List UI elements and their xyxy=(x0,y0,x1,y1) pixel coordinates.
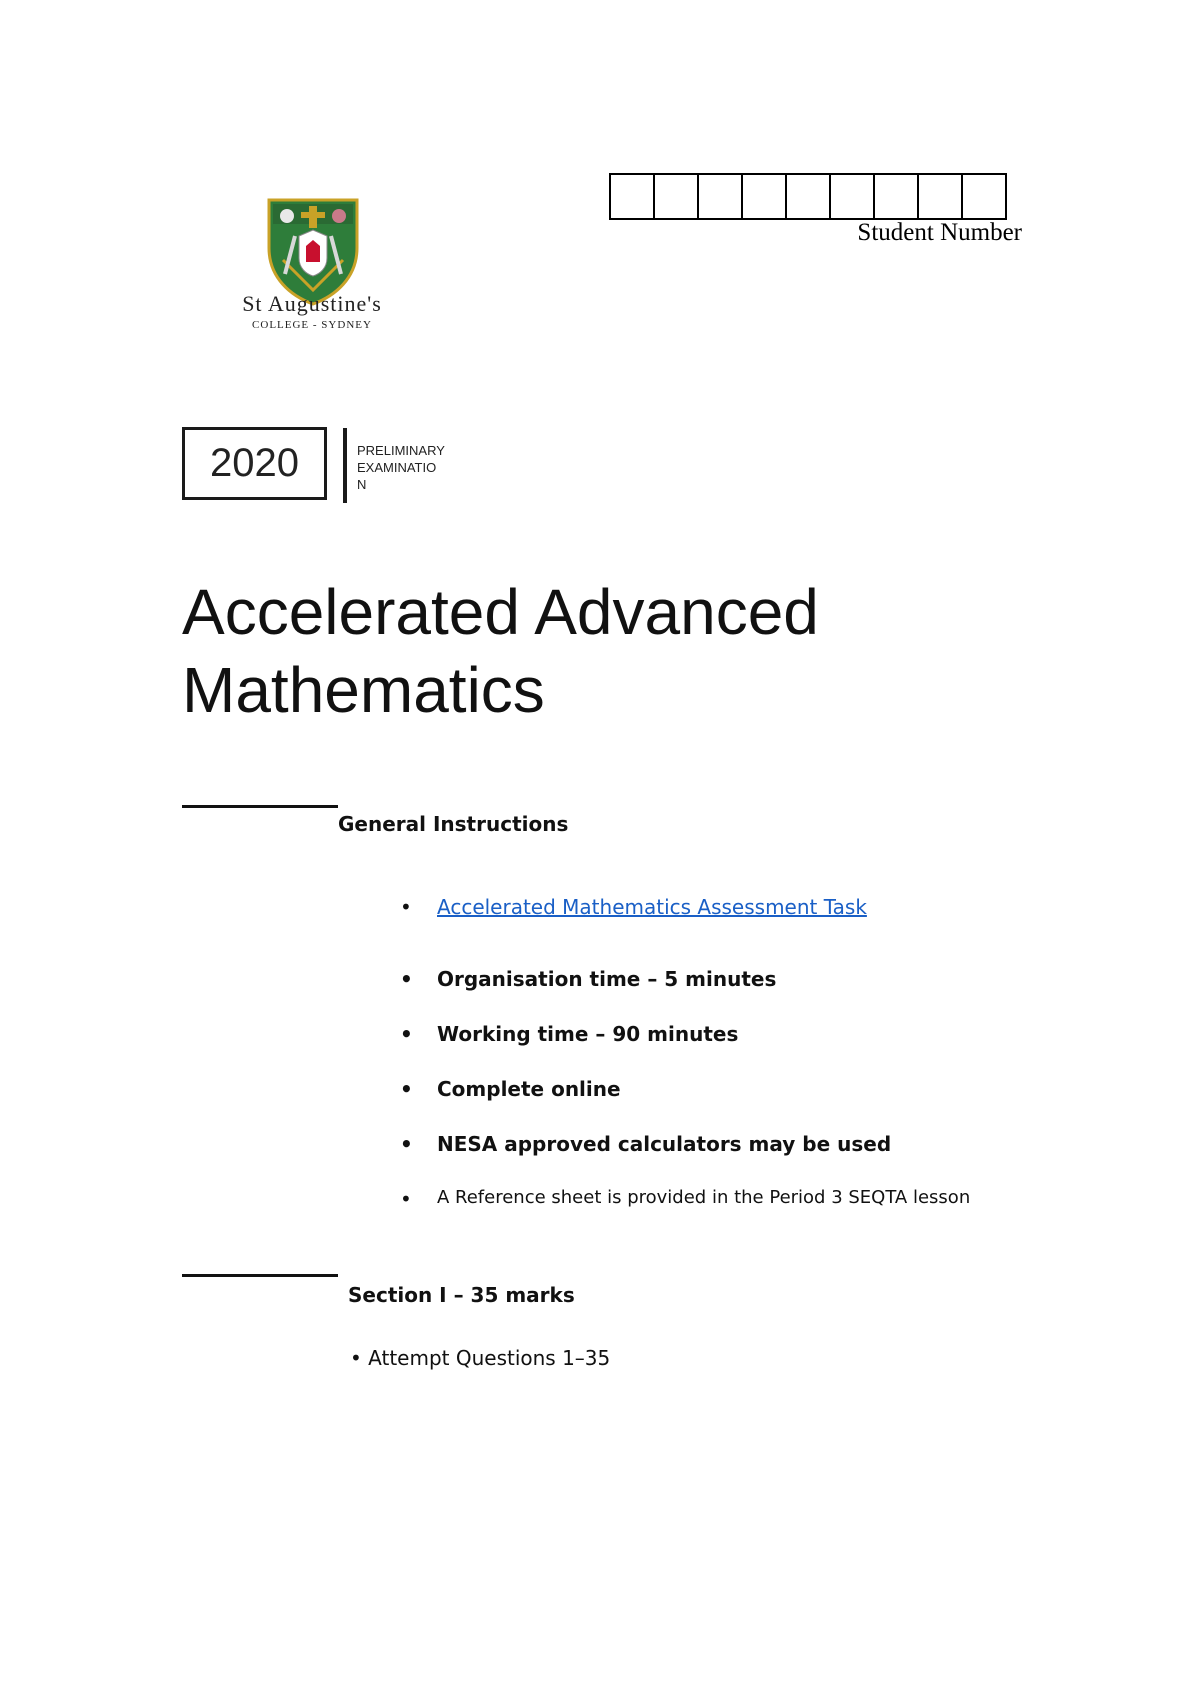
exam-type-line: PRELIMINARY xyxy=(357,443,445,458)
general-instructions-heading: General Instructions xyxy=(338,812,569,836)
student-number-digit-box[interactable] xyxy=(655,175,699,218)
student-number-digit-box[interactable] xyxy=(787,175,831,218)
student-number-digit-box[interactable] xyxy=(875,175,919,218)
college-name: St Augustine's xyxy=(242,291,382,316)
student-number-digit-box[interactable] xyxy=(831,175,875,218)
assessment-task-link[interactable]: Accelerated Mathematics Assessment Task xyxy=(437,895,867,919)
instruction-item: • A Reference sheet is provided in the Period 3 SEQTA lesson xyxy=(400,1187,1100,1208)
section-1-heading: Section I – 35 marks xyxy=(348,1283,575,1307)
college-crest-icon xyxy=(265,196,361,306)
student-number-digit-box[interactable] xyxy=(611,175,655,218)
exam-title-line: Mathematics xyxy=(182,654,545,726)
exam-year: 2020 xyxy=(182,427,327,500)
instruction-item: • Organisation time – 5 minutes xyxy=(400,967,1100,991)
student-number-digit-box[interactable] xyxy=(919,175,963,218)
college-location: COLLEGE - SYDNEY xyxy=(252,319,372,331)
student-number-boxes[interactable] xyxy=(609,173,1007,220)
year-divider xyxy=(343,428,347,503)
exam-type-line: EXAMINATIO xyxy=(357,460,437,475)
section-1-instruction: • Attempt Questions 1–35 xyxy=(350,1346,611,1370)
instruction-item: • NESA approved calculators may be used xyxy=(400,1132,1100,1156)
exam-title xyxy=(182,573,1082,729)
student-number-digit-box[interactable] xyxy=(743,175,787,218)
instruction-item[interactable] xyxy=(400,895,1100,919)
exam-title-line: Accelerated Advanced xyxy=(182,576,819,648)
section-divider xyxy=(182,1274,338,1277)
student-number-digit-box[interactable] xyxy=(699,175,743,218)
exam-type xyxy=(357,442,457,493)
section-divider xyxy=(182,805,338,808)
student-number-label: Student Number xyxy=(857,219,1022,246)
instruction-item: • Complete online xyxy=(400,1077,1100,1101)
student-number-digit-box[interactable] xyxy=(963,175,1007,218)
instruction-item: • Working time – 90 minutes xyxy=(400,1022,1100,1046)
exam-type-line: N xyxy=(357,477,367,492)
instructions-list xyxy=(400,895,1100,1208)
